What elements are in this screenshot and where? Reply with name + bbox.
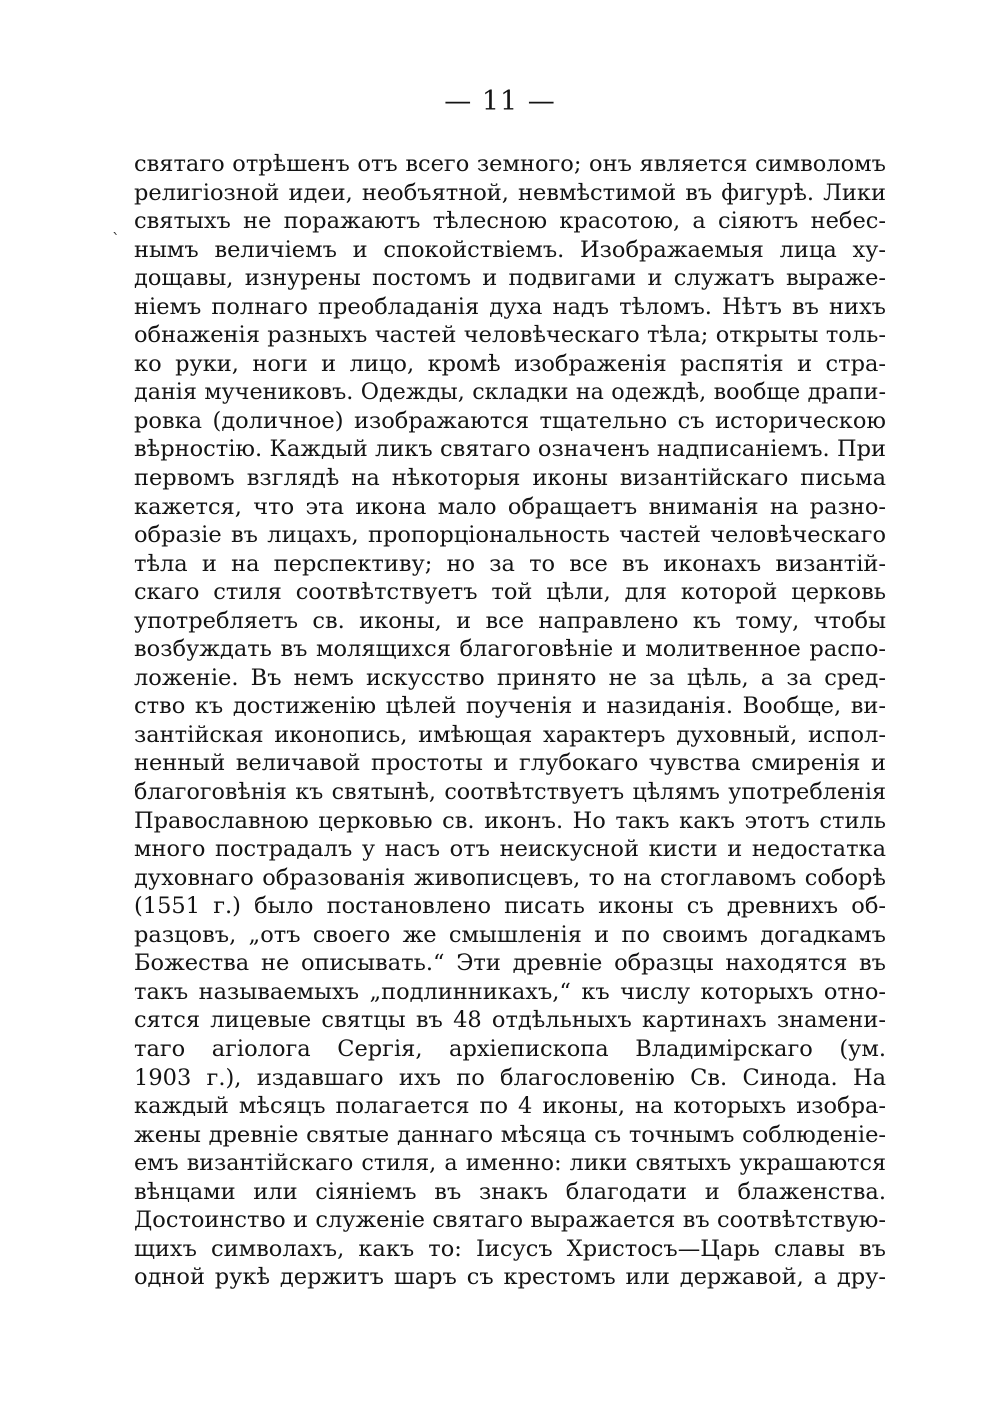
text-line: щихъ символахъ, какъ то: Іисусъ Христосъ—Царь славы въ — [134, 1235, 886, 1262]
text-line: 1903 г.), издавшаго ихъ по благословенію Св. Синода. На — [134, 1064, 886, 1091]
text-line: нымъ величіемъ и спокойствіемъ. Изображаемыя лица ху- — [134, 236, 886, 263]
text-line: кажется, что эта икона мало обращаетъ вниманія на разно- — [134, 493, 886, 520]
text-line: религіозной идеи, необъятной, невмѣстимой въ фигурѣ. Лики — [134, 179, 886, 206]
text-line: употребляетъ св. иконы, и все направлено къ тому, чтобы — [134, 607, 886, 634]
page-number: — 11 — — [444, 86, 556, 117]
text-line: ко руки, ноги и лицо, кромѣ изображенія распятія и стра- — [134, 350, 886, 377]
text-line: обнаженія разныхъ частей человѣческаго тѣла; открыты толь- — [134, 322, 886, 349]
text-line: ложеніе. Въ немъ искусство принято не за цѣль, а за сред- — [134, 664, 886, 691]
text-line: ровка (доличное) изображаются тщательно съ историческою — [134, 407, 886, 434]
text-line: вѣнцами или сіяніемъ въ знакъ благодати и блаженства. — [134, 1178, 886, 1205]
text-line: первомъ взглядѣ на нѣкоторыя иконы византійскаго письма — [134, 465, 886, 492]
text-line: одной рукѣ держитъ шаръ съ крестомъ или державой, а дру- — [134, 1264, 886, 1291]
text-line: возбуждать въ молящихся благоговѣніе и молитвенное распо- — [134, 636, 886, 663]
text-line: (1551 г.) было постановлено писать иконы съ древнихъ об- — [134, 893, 886, 920]
text-line: ство къ достиженію цѣлей поученія и назиданія. Вообще, ви- — [134, 693, 886, 720]
text-line: ненный величавой простоты и глубокаго чувства смиренія и — [134, 750, 886, 777]
text-line: много пострадалъ у насъ отъ неискусной кисти и недостатка — [134, 836, 886, 863]
text-line: тѣла и на перспективу; но за то все въ иконахъ византій- — [134, 550, 886, 577]
text-line: дощавы, изнурены постомъ и подвигами и служатъ выраже- — [134, 265, 886, 292]
text-line: жены древніе святые даннаго мѣсяца съ точнымъ соблюденіе- — [134, 1121, 886, 1148]
text-line: святыхъ не поражаютъ тѣлесною красотою, а сіяютъ небес- — [134, 208, 886, 235]
margin-mark: ` — [112, 230, 120, 249]
text-line: Достоинство и служеніе святаго выражается въ соотвѣтствую- — [134, 1207, 886, 1234]
text-line: образіе въ лицахъ, пропорціональность частей человѣческаго — [134, 522, 886, 549]
text-line: Православною церковью св. иконъ. Но такъ какъ этотъ стиль — [134, 807, 886, 834]
text-line: ніемъ полнаго преобладанія духа надъ тѣломъ. Нѣтъ въ нихъ — [134, 293, 886, 320]
text-line: каждый мѣсяцъ полагается по 4 иконы, на которыхъ изобра- — [134, 1093, 886, 1120]
text-line: зантійская иконопись, имѣющая характеръ духовный, испол- — [134, 721, 886, 748]
text-line: Божества не описывать.“ Эти древніе образцы находятся въ — [134, 950, 886, 977]
text-line: благоговѣнія къ святынѣ, соотвѣтствуетъ цѣлямъ употребленія — [134, 779, 886, 806]
text-line: вѣрностію. Каждый ликъ святаго означенъ надписаніемъ. При — [134, 436, 886, 463]
body-text — [134, 150, 886, 1292]
text-line: разцовъ, „отъ своего же смышленія и по своимъ догадкамъ — [134, 921, 886, 948]
text-line: скаго стиля соотвѣтствуетъ той цѣли, для которой церковь — [134, 579, 886, 606]
text-line: сятся лицевые святцы въ 48 отдѣльныхъ картинахъ знамени- — [134, 1007, 886, 1034]
text-line: данія мучениковъ. Одежды, складки на одеждѣ, вообще драпи- — [134, 379, 886, 406]
text-line: духовнаго образованія живописцевъ, то на стоглавомъ соборѣ — [134, 864, 886, 891]
text-line: такъ называемыхъ „подлинникахъ,“ къ числу которыхъ отно- — [134, 978, 886, 1005]
text-line: емъ византійскаго стиля, а именно: лики святыхъ украшаются — [134, 1150, 886, 1177]
text-line: святаго отрѣшенъ отъ всего земного; онъ является символомъ — [134, 151, 886, 177]
text-line: таго агіолога Сергія, архіепископа Владимірскаго (ум. — [134, 1035, 886, 1062]
